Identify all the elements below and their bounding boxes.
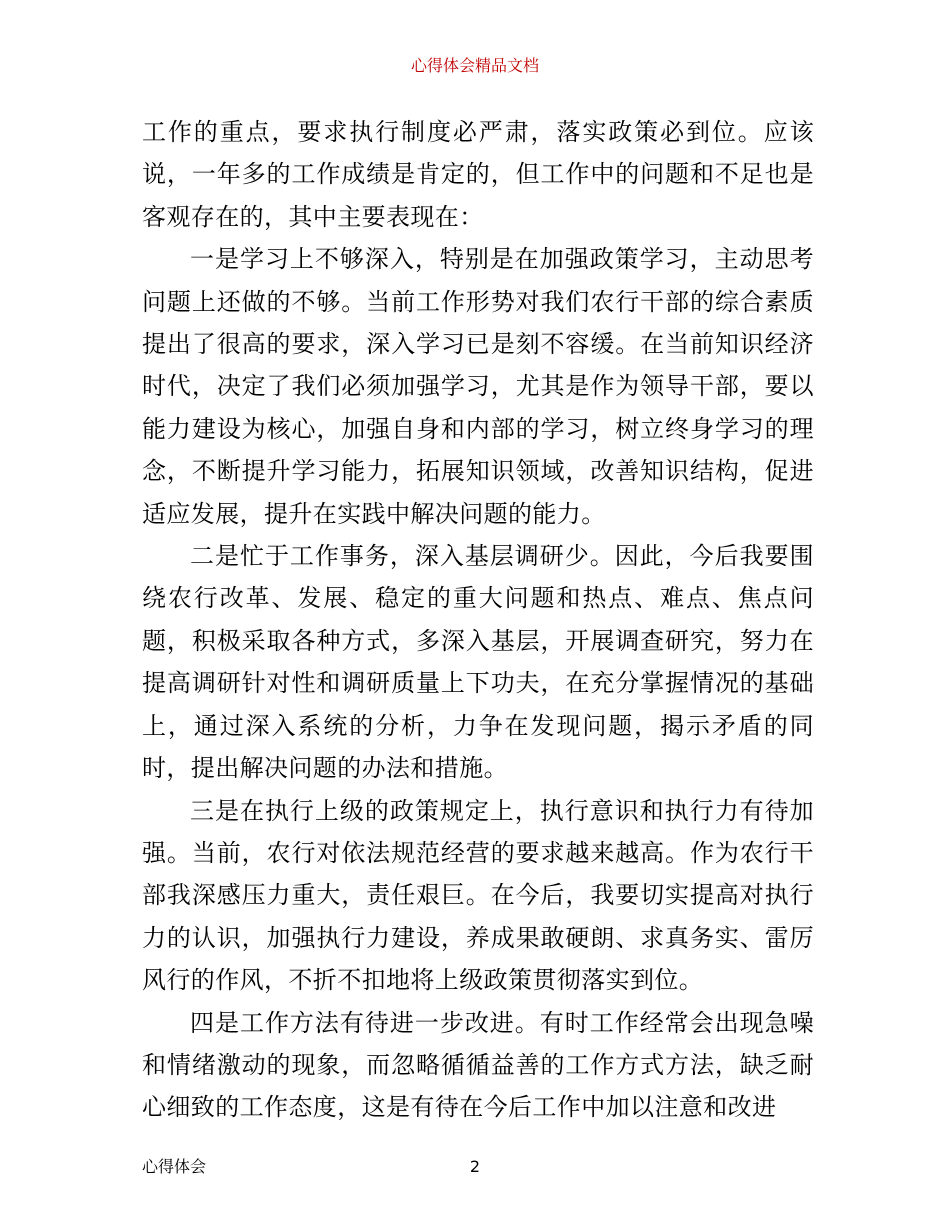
paragraph-point-two: 二是忙于工作事务，深入基层调研少。因此，今后我要围绕农行改革、发展、稳定的重大问题和热点、难点、焦点问题，积极采取各种方式，多深入基层，开展调查研究，努力在提高调研针对性和调研质量上下功夫，在充分掌握情况的基础上，通过深入系统的分析，力争在发现问题，揭示矛盾的同时，提出解决问题的办法和措施。 <box>142 542 814 783</box>
page-header-title: 心得体会精品文档 <box>410 56 539 75</box>
paragraph-point-one: 一是学习上不够深入，特别是在加强政策学习，主动思考问题上还做的不够。当前工作形势对我们农行干部的综合素质提出了很高的要求，深入学习已是刻不容缓。在当前知识经济时代，决定了我们必须加强学习，尤其是作为领导干部，要以能力建设为核心，加强自身和内部的学习，树立终身学习的理念，不断提升学习能力，拓展知识领域，改善知识结构，促进适应发展，提升在实践中解决问题的能力。 <box>142 245 814 528</box>
page-number: 2 <box>469 1157 481 1176</box>
paragraph-continuation: 工作的重点，要求执行制度必严肃，落实政策必到位。应该说，一年多的工作成绩是肯定的，但工作中的问题和不足也是客观存在的，其中主要表现在： <box>142 118 814 231</box>
footer-label: 心得体会 <box>142 1157 207 1176</box>
paragraph-point-three: 三是在执行上级的政策规定上，执行意识和执行力有待加强。当前，农行对依法规范经营的要求越来越高。作为农行干部我深感压力重大，责任艰巨。在今后，我要切实提高对执行力的认识，加强执行力建设，养成果敢硬朗、求真务实、雷厉风行的作风，不折不扣地将上级政策贯彻落实到位。 <box>142 796 814 995</box>
paragraph-point-four: 四是工作方法有待进一步改进。有时工作经常会出现急噪和情绪激动的现象，而忽略循循益善的工作方式方法，缺乏耐心细致的工作态度，这是有待在今后工作中加以注意和改进 <box>142 1008 814 1122</box>
document-body <box>142 111 814 1129</box>
